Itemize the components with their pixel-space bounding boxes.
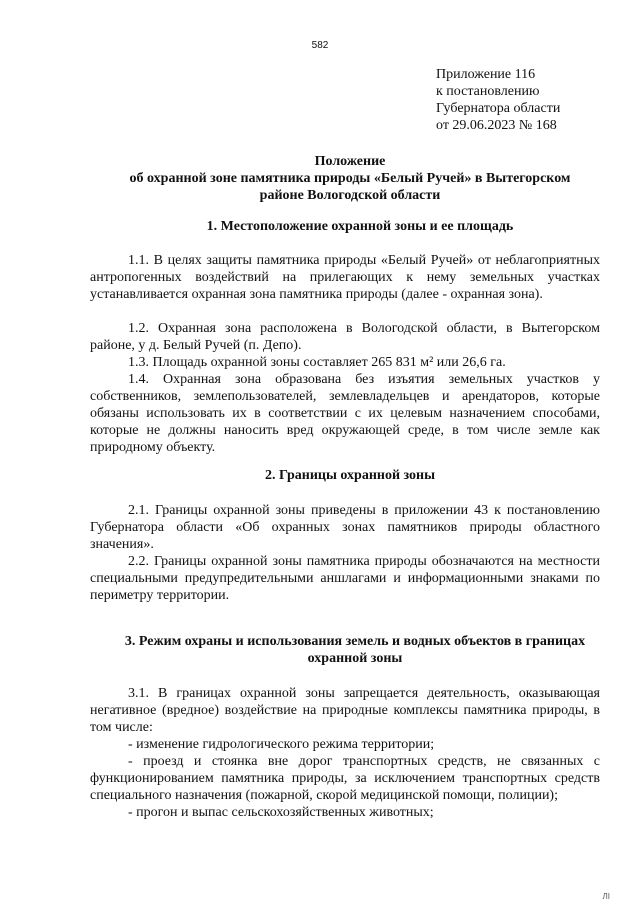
paragraph-1-3: 1.3. Площадь охранной зоны составляет 265 831 м² или 26,6 га. — [128, 355, 506, 370]
list-item-2: - проезд и стоянка вне дорог транспортных средств, не связанных с функционированием памятника природы, за исключением транспортных средств специального назначения (пожарной, скорой медицинской помощи, полиции); — [90, 754, 600, 803]
paragraph-1-2: 1.2. Охранная зона расположена в Вологодской области, в Вытегорском районе, у д. Белый Ручей (п. Депо). — [90, 321, 600, 353]
paragraph-1-1: 1.1. В целях защиты памятника природы «Белый Ручей» от неблагоприятных антропогенных воздействий на прилегающих к нему земельных участках устанавливается охранная зона памятника природы (далее - охранная зона). — [90, 253, 600, 302]
title-line-1: Положение — [314, 154, 386, 169]
title-line-2: об охранной зоне памятника природы «Белый Ручей» в Вытегорском — [129, 171, 571, 186]
page-number: 582 — [311, 40, 329, 51]
paragraph-1-4: 1.4. Охранная зона образована без изъятия земельных участков у собственников, землепользователей, землевладельцев и арендаторов, которые обязаны использовать их в соответствии с их целевым назначением способами, которые не должны наносить вред окружающей среде, в том числе земле как природному объекту. — [90, 372, 600, 455]
title-line-3: районе Вологодской области — [259, 188, 441, 203]
section-3-heading — [100, 633, 610, 667]
annex-line-2: к постановлению — [436, 84, 540, 99]
annex-block — [436, 66, 560, 134]
paragraph-2-1: 2.1. Границы охранной зоны приведены в приложении 43 к постановлению Губернатора области «Об охранных зонах памятников природы областного значения». — [90, 503, 600, 552]
list-item-3: - прогон и выпас сельскохозяйственных животных; — [128, 805, 434, 820]
footer-mark: ЛI — [602, 892, 610, 901]
section-3-heading-line-1: 3. Режим охраны и использования земель и водных объектов в границах — [124, 634, 586, 649]
annex-line-3: Губернатора области — [436, 101, 561, 116]
annex-line-1: Приложение 116 — [436, 67, 536, 82]
section-1-heading: 1. Местоположение охранной зоны и ее площадь — [206, 219, 514, 234]
document-title — [100, 153, 600, 204]
section-2-heading: 2. Границы охранной зоны — [264, 468, 436, 483]
annex-line-4: от 29.06.2023 № 168 — [436, 118, 557, 133]
paragraph-3-1: 3.1. В границах охранной зоны запрещается деятельность, оказывающая негативное (вредное) воздействие на природные комплексы памятника природы, в том числе: — [90, 686, 600, 735]
list-item-1: - изменение гидрологического режима территории; — [128, 737, 435, 752]
section-3-heading-line-2: охранной зоны — [307, 651, 403, 666]
paragraph-2-2: 2.2. Границы охранной зоны памятника природы обозначаются на местности специальными предупредительными аншлагами и информационными знаками по периметру территории. — [90, 554, 600, 603]
